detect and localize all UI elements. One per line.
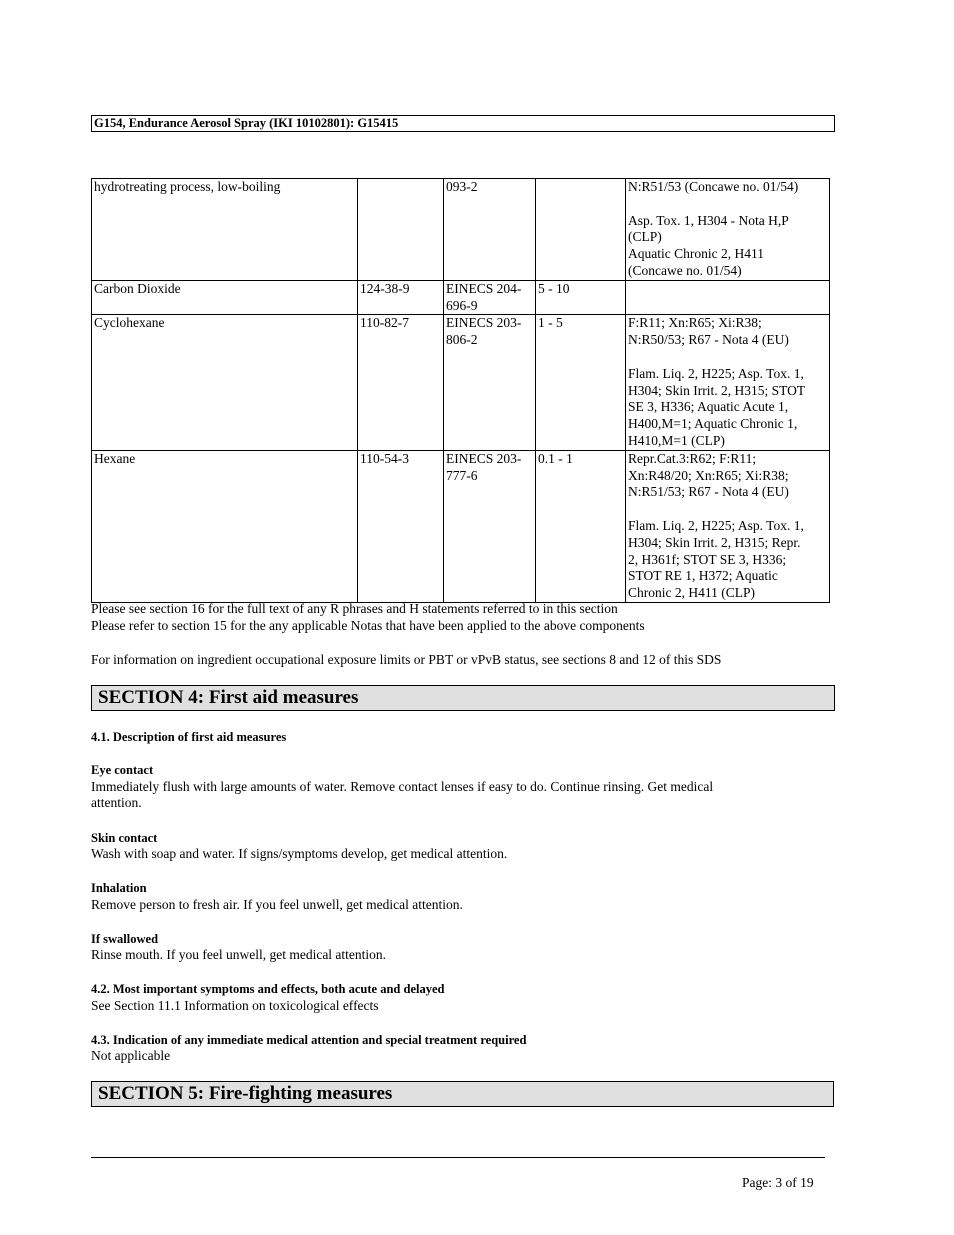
cell-line: Asp. Tox. 1, H304 - Nota H,P [628, 212, 789, 228]
table-row [92, 315, 830, 450]
table-row [92, 179, 830, 281]
cell-line: N:R50/53; R67 - Nota 4 (EU) [628, 332, 789, 348]
note-r-phrases: Please see section 16 for the full text of any R phrases and H statements referred to in this section [91, 601, 618, 616]
cell-line: N:R51/53; R67 - Nota 4 (EU) [628, 484, 789, 500]
table-cell-ec [444, 315, 536, 450]
subsection-4-2-text: See Section 11.1 Information on toxicological effects [91, 998, 379, 1013]
inhalation-heading: Inhalation [91, 881, 147, 895]
components-table [91, 178, 830, 603]
cell-line: H304; Skin Irrit. 2, H315; STOT [628, 382, 806, 398]
subsection-4-2: 4.2. Most important symptoms and effects, both acute and delayed [91, 982, 445, 996]
cell-line: F:R11; Xn:R65; Xi:R38; [628, 315, 762, 331]
table-cell-ec [444, 280, 536, 315]
cell-line: 696-9 [446, 297, 478, 313]
cell-line: H400,M=1; Aquatic Chronic 1, [628, 416, 798, 432]
table-cell-class [626, 315, 830, 450]
cell-blank-line [628, 196, 827, 213]
table-cell-cas [358, 179, 444, 281]
cell-line: EINECS 203- [446, 450, 522, 466]
subsection-4-3: 4.3. Indication of any immediate medical attention and special treatment required [91, 1033, 527, 1047]
subsection-4-1: 4.1. Description of first aid measures [91, 730, 287, 744]
table-cell-ec [444, 450, 536, 602]
table-cell-name: Carbon Dioxide [92, 280, 358, 315]
table-cell-name: Hexane [92, 450, 358, 602]
cell-line: EINECS 204- [446, 280, 522, 296]
document-header: G154, Endurance Aerosol Spray (IKI 10102801): G15415 [91, 115, 835, 132]
swallowed-text: Rinse mouth. If you feel unwell, get medical attention. [91, 947, 387, 962]
cell-line: 2, H361f; STOT SE 3, H336; [628, 551, 787, 567]
cell-line: (CLP) [628, 229, 662, 245]
cell-blank-line [628, 349, 827, 366]
cell-line: Xn:R48/20; Xn:R65; Xi:R38; [628, 467, 789, 483]
cell-line: EINECS 203- [446, 315, 522, 331]
table-cell-class [626, 280, 830, 315]
cell-blank-line [628, 501, 827, 518]
inhalation-text: Remove person to fresh air. If you feel unwell, get medical attention. [91, 897, 463, 912]
cell-line: Chronic 2, H411 (CLP) [628, 585, 755, 601]
table-cell-class [626, 450, 830, 602]
subsection-4-3-text: Not applicable [91, 1048, 171, 1063]
table-cell-class [626, 179, 830, 281]
cell-line: H304; Skin Irrit. 2, H315; Repr. [628, 534, 801, 550]
eye-contact-heading: Eye contact [91, 763, 154, 777]
cell-line: Aquatic Chronic 2, H411 [628, 246, 764, 262]
table-row [92, 280, 830, 315]
cell-line: Flam. Liq. 2, H225; Asp. Tox. 1, [628, 517, 804, 533]
table-cell-name: Cyclohexane [92, 315, 358, 450]
eye-contact-text-cont: attention. [91, 795, 142, 810]
cell-line: N:R51/53 (Concawe no. 01/54) [628, 179, 799, 194]
cell-line: H410,M=1 (CLP) [628, 432, 725, 448]
table-cell-cas: 110-82-7 [358, 315, 444, 450]
section-5-heading: SECTION 5: Fire-fighting measures [91, 1081, 834, 1107]
table-cell-conc: 5 - 10 [536, 280, 626, 315]
table-cell-conc: 0.1 - 1 [536, 450, 626, 602]
table-cell-conc: 1 - 5 [536, 315, 626, 450]
skin-contact-heading: Skin contact [91, 831, 158, 845]
cell-line: STOT RE 1, H372; Aquatic [628, 568, 778, 584]
cell-line: 806-2 [446, 332, 478, 348]
table-cell-cas: 124-38-9 [358, 280, 444, 315]
note-notas: Please refer to section 15 for the any applicable Notas that have been applied to the above components [91, 618, 645, 633]
section-4-heading: SECTION 4: First aid measures [91, 685, 835, 711]
cell-line: 777-6 [446, 467, 478, 483]
footer-divider [91, 1157, 825, 1158]
cell-line: (Concawe no. 01/54) [628, 262, 742, 278]
table-cell-name: hydrotreating process, low-boiling [92, 179, 358, 281]
note-exposure-limits: For information on ingredient occupational exposure limits or PBT or vPvB status, see sections 8 and 12 of this SDS [91, 652, 722, 667]
table-cell-ec: 093-2 [444, 179, 536, 281]
table-row [92, 450, 830, 602]
swallowed-heading: If swallowed [91, 932, 159, 946]
eye-contact-text: Immediately flush with large amounts of water. Remove contact lenses if easy to do. Continue rinsing. Get medical [91, 779, 714, 794]
cell-line: SE 3, H336; Aquatic Acute 1, [628, 399, 789, 415]
table-cell-cas: 110-54-3 [358, 450, 444, 602]
table-cell-conc [536, 179, 626, 281]
skin-contact-text: Wash with soap and water. If signs/symptoms develop, get medical attention. [91, 846, 508, 861]
page-number: Page: 3 of 19 [742, 1175, 814, 1190]
cell-line: Repr.Cat.3:R62; F:R11; [628, 450, 757, 466]
cell-line: Flam. Liq. 2, H225; Asp. Tox. 1, [628, 365, 804, 381]
